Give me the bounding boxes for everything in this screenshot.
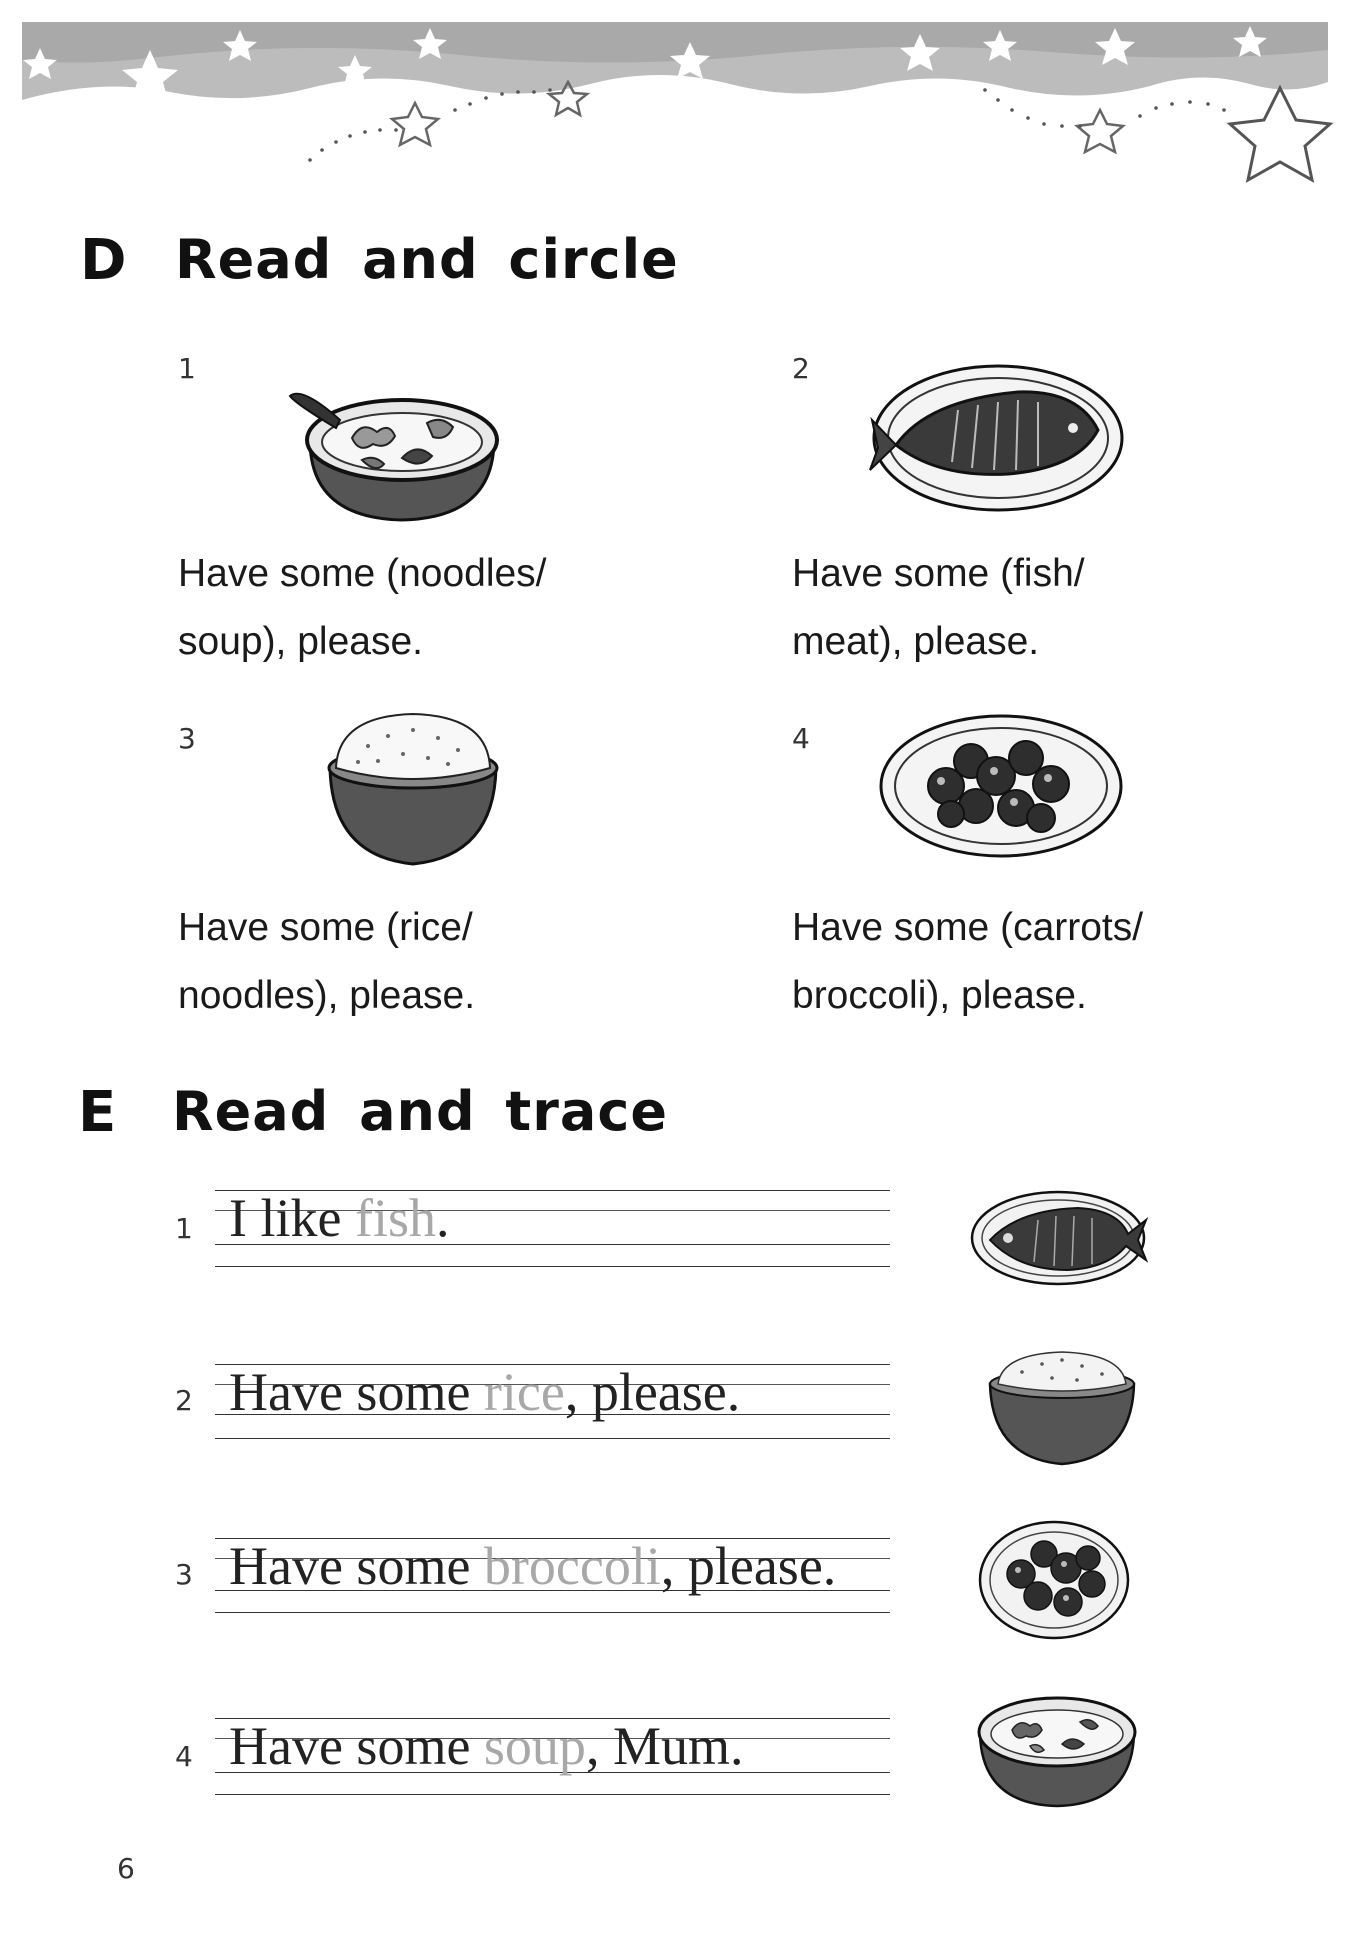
trace-text-gray: rice [483,1362,565,1422]
trace-sentence-2 [229,1364,740,1420]
trace-text-black: Have some [229,1362,484,1422]
e-item-4-number: 4 [175,1740,193,1773]
trace-line-2 [215,1362,890,1442]
soup-bowl-icon [972,1686,1142,1810]
section-d-title: Read and circle [175,228,679,291]
trace-line-4 [215,1716,890,1796]
e-item-1-number: 1 [175,1212,193,1245]
trace-text-gray: soup [483,1716,586,1776]
star-icon [392,103,438,145]
page-number: 6 [117,1852,135,1885]
fish-plate-icon [968,1188,1148,1288]
trace-text-gray: broccoli [483,1536,661,1596]
trace-text-gray: fish [354,1188,436,1248]
d-item-3-number: 3 [178,722,196,755]
soup-bowl-icon [282,368,522,528]
d-item-1-number: 1 [178,352,196,385]
trace-sentence-4 [229,1718,743,1774]
trace-text-black: , please. [660,1536,837,1596]
trace-text-black: I like [229,1188,355,1248]
trace-line-1 [215,1188,890,1268]
rice-bowl-icon [318,706,508,876]
trace-text-black: , Mum. [585,1716,744,1776]
trace-sentence-3 [229,1538,836,1594]
broccoli-plate-icon [876,706,1126,866]
e-item-2-number: 2 [175,1384,193,1417]
section-e-title: Read and trace [172,1080,668,1143]
fish-plate-icon [868,350,1128,520]
d-item-4-number: 4 [792,722,810,755]
d-item-3-line-1: Have some (rice/ [178,906,473,949]
e-item-3-number: 3 [175,1558,193,1591]
trace-text-black: , please. [564,1362,741,1422]
star-icon [1230,88,1330,180]
d-item-1-line-2: soup), please. [178,620,423,663]
d-item-4-line-2: broccoli), please. [792,974,1087,1017]
trace-text-black: . [435,1188,450,1248]
d-item-2-line-2: meat), please. [792,620,1040,663]
section-d-letter: D [80,228,127,293]
star-icon [1077,110,1123,152]
section-e-letter: E [78,1080,117,1145]
trace-text-black: Have some [229,1716,484,1776]
d-item-3-line-2: noodles), please. [178,974,476,1017]
d-item-2-line-1: Have some (fish/ [792,552,1085,595]
star-banner [0,0,1350,200]
trace-text-black: Have some [229,1536,484,1596]
rice-bowl-icon [982,1348,1142,1468]
d-item-1-line-1: Have some (noodles/ [178,552,547,595]
trace-sentence-1 [229,1190,449,1246]
d-item-2-number: 2 [792,352,810,385]
d-item-4-line-1: Have some (carrots/ [792,906,1144,949]
trace-line-3 [215,1536,890,1616]
broccoli-plate-icon [976,1518,1132,1642]
